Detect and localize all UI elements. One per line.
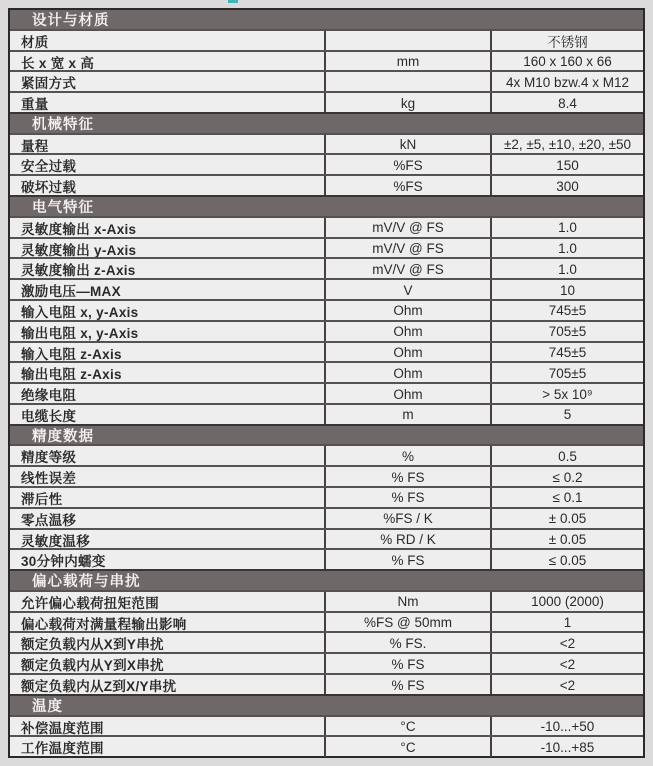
spec-unit: % — [324, 446, 490, 466]
spec-label: 破坏过载 — [21, 180, 77, 196]
section-title: 精度数据 — [32, 428, 94, 445]
spec-unit: % RD / K — [324, 530, 490, 550]
spec-unit: %FS @ 50mm — [324, 613, 490, 633]
spec-unit: Ohm — [324, 343, 490, 363]
spec-label: 允许偏心载荷扭矩范围 — [21, 595, 159, 611]
section-header-mechanical — [10, 112, 643, 133]
spec-value: 745±5 — [490, 301, 643, 321]
table-row — [10, 341, 643, 362]
spec-label: 输出电阻 x, y-Axis — [21, 325, 139, 341]
spec-label: 长 x 宽 x 高 — [21, 55, 95, 71]
spec-label: 绝缘电阻 — [21, 388, 77, 404]
section-header-temperature — [10, 694, 643, 715]
spec-value: 不锈钢 — [490, 31, 643, 51]
table-row — [10, 735, 643, 756]
spec-value: 160 x 160 x 66 — [490, 52, 643, 72]
spec-unit: % FS — [324, 488, 490, 508]
spec-value: ≤ 0.05 — [490, 550, 643, 570]
spec-label: 灵敏度输出 y-Axis — [21, 242, 137, 258]
table-row — [10, 153, 643, 174]
spec-value: ≤ 0.2 — [490, 467, 643, 487]
spec-unit: Nm — [324, 592, 490, 612]
spec-unit: Ohm — [324, 384, 490, 404]
spec-unit: mV/V @ FS — [324, 218, 490, 238]
spec-table — [8, 8, 645, 758]
spec-value: > 5x 10⁹ — [490, 384, 643, 404]
teal-mark-artifact — [228, 0, 238, 3]
table-row — [10, 590, 643, 611]
spec-value: 705±5 — [490, 322, 643, 342]
spec-value: 0.5 — [490, 446, 643, 466]
spec-value: ≤ 0.1 — [490, 488, 643, 508]
spec-value: -10...+85 — [490, 737, 643, 757]
table-row — [10, 548, 643, 569]
table-row — [10, 652, 643, 673]
table-row — [10, 507, 643, 528]
spec-value: 1.0 — [490, 259, 643, 279]
spec-unit: mV/V @ FS — [324, 259, 490, 279]
spec-unit: % FS — [324, 467, 490, 487]
table-row — [10, 299, 643, 320]
spec-value: 1.0 — [490, 239, 643, 259]
table-row — [10, 528, 643, 549]
spec-label: 灵敏度输出 z-Axis — [21, 263, 136, 279]
table-row — [10, 29, 643, 50]
table-row — [10, 278, 643, 299]
section-header-eccentric-crosstalk — [10, 569, 643, 590]
spec-unit: % FS. — [324, 633, 490, 653]
spec-unit: kg — [324, 93, 490, 113]
spec-label: 安全过载 — [21, 159, 77, 175]
table-row — [10, 486, 643, 507]
spec-unit: Ohm — [324, 363, 490, 383]
spec-unit: mm — [324, 52, 490, 72]
spec-label: 额定负载内从X到Y串扰 — [21, 637, 164, 653]
spec-value: <2 — [490, 654, 643, 674]
spec-label: 额定负载内从Z到X/Y串扰 — [21, 679, 177, 694]
spec-value: <2 — [490, 675, 643, 695]
spec-label: 输入电阻 x, y-Axis — [21, 304, 139, 320]
table-row — [10, 631, 643, 652]
table-row — [10, 465, 643, 486]
spec-label: 精度等级 — [21, 450, 77, 466]
spec-value: 5 — [490, 405, 643, 425]
spec-label: 工作温度范围 — [21, 741, 104, 757]
section-title: 设计与材质 — [32, 12, 110, 29]
spec-label: 输入电阻 z-Axis — [21, 346, 122, 362]
spec-unit: %FS — [324, 155, 490, 175]
table-row — [10, 237, 643, 258]
spec-unit: °C — [324, 737, 490, 757]
spec-value: ± 0.05 — [490, 530, 643, 550]
spec-label: 电缆长度 — [21, 408, 77, 424]
spec-value: -10...+50 — [490, 717, 643, 737]
spec-unit — [324, 72, 490, 92]
spec-value: 745±5 — [490, 343, 643, 363]
table-row — [10, 50, 643, 71]
section-header-accuracy — [10, 424, 643, 445]
table-row — [10, 257, 643, 278]
spec-value: <2 — [490, 633, 643, 653]
table-row — [10, 174, 643, 195]
spec-unit: % FS — [324, 675, 490, 695]
table-row — [10, 70, 643, 91]
spec-label: 灵敏度输出 x-Axis — [21, 221, 137, 237]
section-header-electrical — [10, 195, 643, 216]
spec-label: 输出电阻 z-Axis — [21, 367, 122, 383]
table-row — [10, 91, 643, 112]
spec-label: 滞后性 — [21, 491, 63, 507]
spec-value: 705±5 — [490, 363, 643, 383]
spec-label: 零点温移 — [21, 512, 77, 528]
section-header-design-material — [10, 10, 643, 29]
spec-unit: m — [324, 405, 490, 425]
table-row — [10, 133, 643, 154]
table-row — [10, 611, 643, 632]
table-row — [10, 673, 643, 694]
spec-label: 紧固方式 — [21, 76, 77, 92]
spec-value: 8.4 — [490, 93, 643, 113]
table-row — [10, 320, 643, 341]
spec-unit: %FS / K — [324, 509, 490, 529]
section-title: 机械特征 — [32, 116, 94, 133]
table-row — [10, 403, 643, 424]
table-row — [10, 444, 643, 465]
spec-label: 偏心载荷对满量程输出影响 — [21, 616, 187, 632]
spec-label: 补偿温度范围 — [21, 720, 104, 736]
spec-value: 300 — [490, 176, 643, 196]
spec-label: 灵敏度温移 — [21, 533, 90, 549]
spec-value: ± 0.05 — [490, 509, 643, 529]
spec-value: 10 — [490, 280, 643, 300]
spec-value: 1000 (2000) — [490, 592, 643, 612]
spec-unit: kN — [324, 135, 490, 155]
section-title: 温度 — [32, 698, 63, 715]
spec-label: 30分钟内蠕变 — [21, 554, 106, 570]
section-title: 电气特征 — [32, 199, 94, 216]
spec-label: 量程 — [21, 138, 49, 154]
spec-value: 4x M10 bzw.4 x M12 — [490, 72, 643, 92]
spec-unit: % FS — [324, 654, 490, 674]
spec-label: 额定负载内从Y到X串扰 — [21, 658, 164, 674]
spec-unit: mV/V @ FS — [324, 239, 490, 259]
table-row — [10, 382, 643, 403]
spec-unit: Ohm — [324, 301, 490, 321]
table-row — [10, 715, 643, 736]
spec-unit — [324, 31, 490, 51]
spec-value: 1 — [490, 613, 643, 633]
section-title: 偏心载荷与串扰 — [32, 573, 141, 590]
spec-unit: Ohm — [324, 322, 490, 342]
spec-unit: %FS — [324, 176, 490, 196]
spec-label: 材质 — [21, 34, 49, 50]
spec-unit: % FS — [324, 550, 490, 570]
spec-value: 150 — [490, 155, 643, 175]
spec-label: 重量 — [21, 97, 49, 113]
spec-label: 线性误差 — [21, 471, 77, 487]
spec-unit: °C — [324, 717, 490, 737]
spec-value: 1.0 — [490, 218, 643, 238]
spec-unit: V — [324, 280, 490, 300]
spec-value: ±2, ±5, ±10, ±20, ±50 — [490, 135, 643, 155]
table-row — [10, 361, 643, 382]
table-row — [10, 216, 643, 237]
spec-label: 激励电压—MAX — [21, 284, 121, 300]
